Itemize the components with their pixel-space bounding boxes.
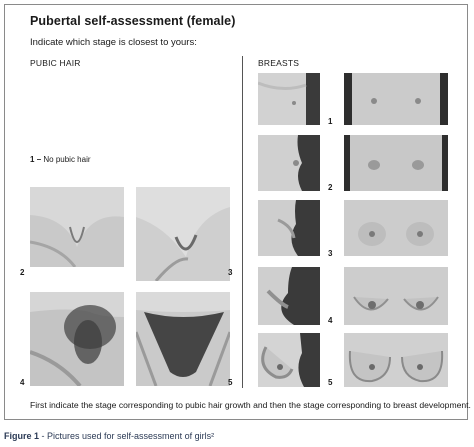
breast-stage-5-side-photo [258, 333, 320, 387]
figure-label: Figure 1 [4, 431, 40, 441]
pubic-stage-4-photo [30, 292, 124, 386]
pubic-hair-heading: PUBIC HAIR [30, 58, 81, 68]
breast-stage-4-side-photo [258, 267, 320, 325]
pubic-stage-3-number: 3 [228, 268, 233, 277]
figure-caption-text: Pictures used for self-assessment of girls² [47, 431, 215, 441]
pubic-stage-1-number: 1 [30, 155, 35, 164]
form-title: Pubertal self-assessment (female) [30, 14, 236, 28]
pubic-stage-2-photo [30, 187, 124, 267]
breast-stage-3-number: 3 [328, 249, 333, 258]
breast-stage-5-number: 5 [328, 378, 333, 387]
breasts-heading: BREASTS [258, 58, 300, 68]
pubic-stage-5-number: 5 [228, 378, 233, 387]
pubic-stage-2-number: 2 [20, 268, 25, 277]
pubic-stage-5-photo [136, 292, 233, 387]
figure-caption: Figure 1 - Pictures used for self-assessment of girls² [4, 431, 215, 441]
breast-stage-3-front-photo [344, 200, 448, 256]
pubic-stage-3-photo [136, 187, 233, 281]
breast-stage-2-front-photo [344, 135, 448, 191]
pubic-stage-1-text: No pubic hair [43, 155, 91, 164]
form-footnote: First indicate the stage corresponding to pubic hair growth and then the stage corresponding to breast development. [30, 400, 471, 410]
breast-stage-2-side-photo [258, 135, 320, 191]
form-instruction: Indicate which stage is closest to yours: [30, 37, 197, 48]
pubic-stage-1-label: 1 – No pubic hair [30, 155, 91, 164]
breast-stage-1-side-photo [258, 73, 320, 125]
breast-stage-4-front-photo [344, 267, 448, 325]
breast-stage-3-side-photo [258, 200, 320, 256]
breast-stage-1-front-photo [344, 73, 448, 125]
column-divider [242, 56, 243, 388]
pubic-stage-4-number: 4 [20, 378, 25, 387]
breast-stage-4-number: 4 [328, 316, 333, 325]
breast-stage-5-front-photo [344, 333, 448, 387]
breast-stage-2-number: 2 [328, 183, 333, 192]
breast-stage-1-number: 1 [328, 117, 333, 126]
